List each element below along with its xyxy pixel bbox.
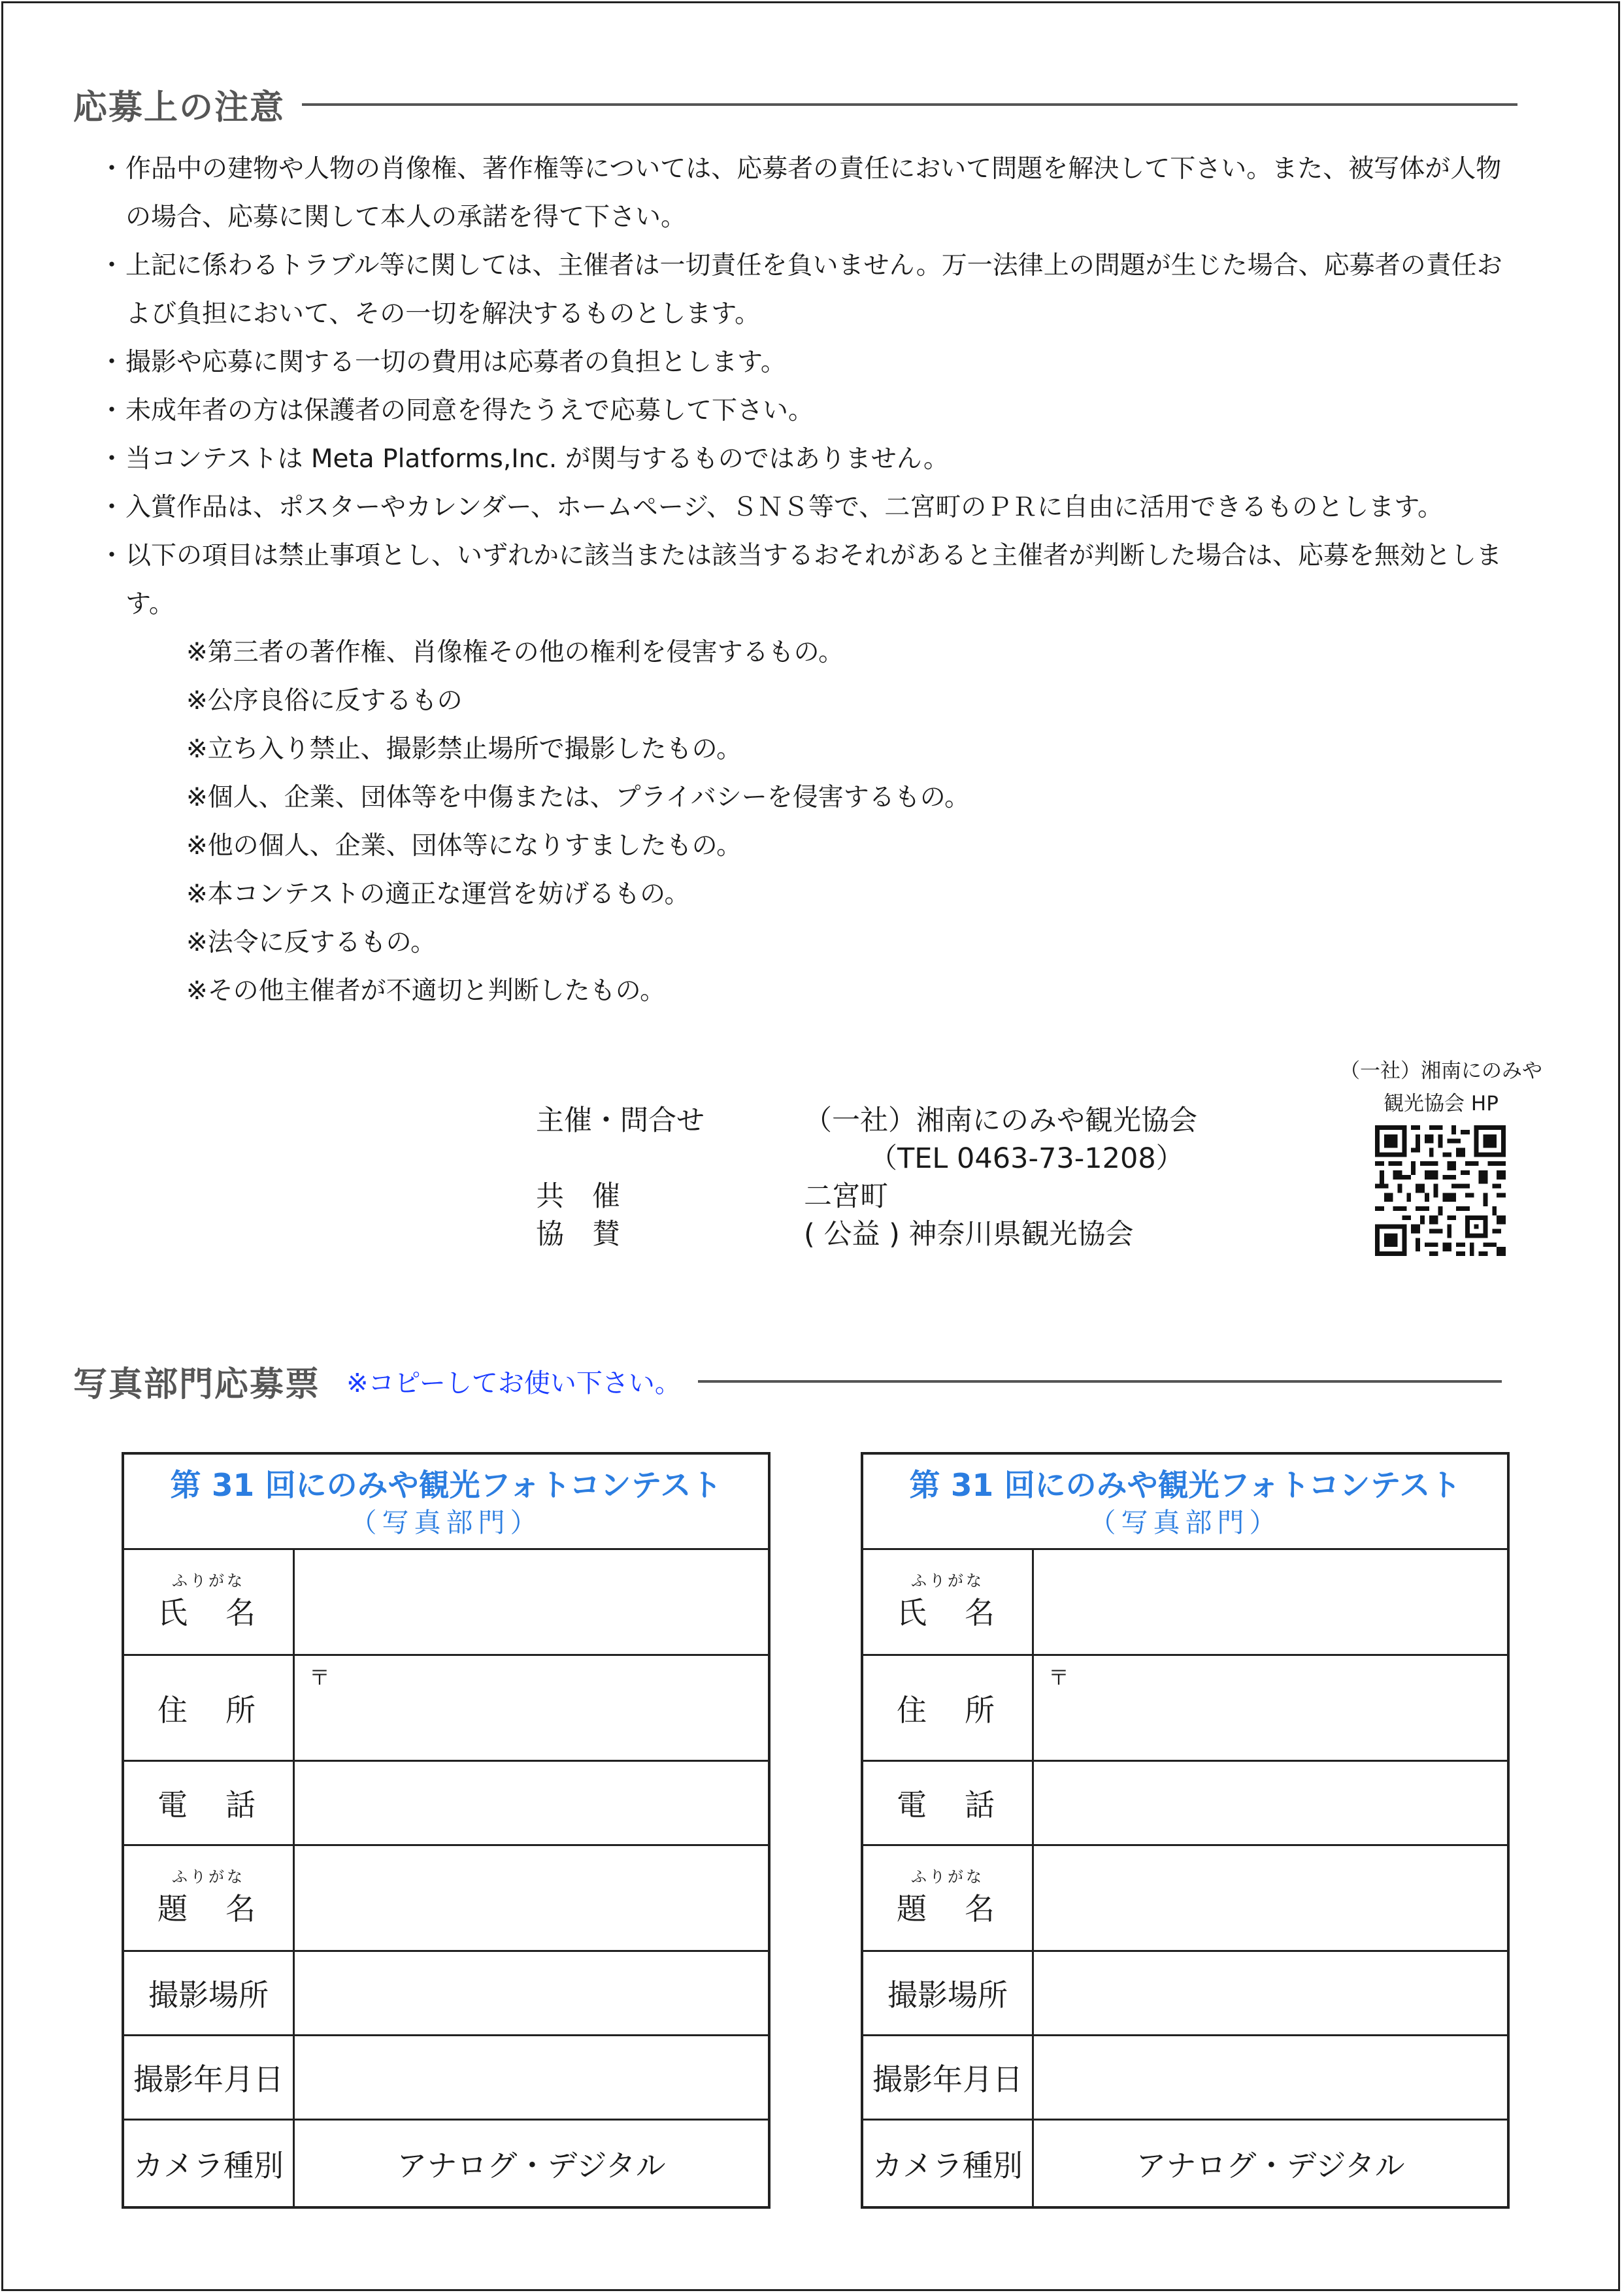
precaution-item — [98, 338, 1523, 387]
cohost-label: 共 催 — [536, 1180, 620, 1213]
support-row — [536, 1215, 1197, 1253]
tel-row — [536, 1140, 1197, 1178]
work-title-label — [124, 1846, 295, 1950]
camera-type-option[interactable]: アナログ・デジタル — [397, 2147, 666, 2183]
form-title: 第 31 回にのみや観光フォトコンテスト — [170, 1468, 722, 1504]
bullet-mark: ・ — [99, 396, 125, 425]
location-row — [863, 1952, 1507, 2036]
camera-type-option[interactable]: アナログ・デジタル — [1136, 2147, 1405, 2183]
phone-row — [863, 1762, 1507, 1846]
camera-row — [863, 2121, 1507, 2206]
organizer-tel: （TEL 0463-73-1208） — [869, 1142, 1184, 1175]
prohibited-item: ※本コンテストの適正な運営を妨げるもの。 — [186, 880, 690, 909]
furigana-label: ふりがな — [911, 1867, 984, 1886]
phone-label-text: 電 話 — [897, 1787, 999, 1823]
precaution-text: 撮影や応募に関する一切の費用は応募者の負担とします。 — [125, 348, 786, 377]
camera-label-text: カメラ種別 — [133, 2147, 284, 2183]
work-title-label-text: 題 名 — [897, 1890, 999, 1926]
precaution-item — [98, 435, 1523, 484]
cohost-row — [536, 1178, 1197, 1215]
location-field[interactable] — [295, 1952, 768, 2034]
prohibited-item: ※公序良俗に反するもの — [186, 686, 463, 716]
precaution-item — [98, 484, 1523, 532]
postal-mark: 〒 — [1048, 1665, 1070, 1690]
phone-label — [863, 1762, 1034, 1844]
entry-form-right — [861, 1452, 1510, 2209]
phone-label-text: 電 話 — [157, 1787, 259, 1823]
precaution-text: 当コンテストは Meta Platforms,Inc. が関与するものではありません。 — [125, 444, 950, 474]
camera-row — [124, 2121, 768, 2206]
prohibited-item: ※第三者の著作権、肖像権その他の権利を侵害するもの。 — [186, 638, 844, 667]
phone-field[interactable] — [295, 1762, 768, 1844]
location-label-text: 撮影場所 — [887, 1977, 1008, 2013]
location-field[interactable] — [1034, 1952, 1507, 2034]
bullet-mark: ・ — [99, 348, 125, 377]
qr-caption-line2: 観光協会 HP — [1384, 1092, 1499, 1115]
date-field[interactable] — [295, 2036, 768, 2119]
heading-rule — [698, 1380, 1502, 1383]
prohibited-item: ※個人、企業、団体等を中傷または、プライバシーを侵害するもの。 — [186, 783, 970, 812]
address-field[interactable] — [1034, 1656, 1507, 1760]
organizer-row — [536, 1102, 1197, 1140]
date-label-text: 撮影年月日 — [872, 2062, 1023, 2097]
furigana-label: ふりがな — [172, 1571, 245, 1590]
date-row — [863, 2036, 1507, 2121]
name-label — [863, 1550, 1034, 1654]
qr-code-icon[interactable] — [1375, 1125, 1506, 1256]
precaution-text: 入賞作品は、ポスターやカレンダー、ホームページ、ＳＮＳ等で、二宮町のＰＲに自由に活用できるものとします。 — [125, 493, 1444, 522]
form-title-block — [863, 1455, 1507, 1550]
address-label-text: 住 所 — [897, 1692, 999, 1728]
camera-label — [124, 2121, 295, 2206]
location-row — [124, 1952, 768, 2036]
postal-mark: 〒 — [309, 1665, 331, 1690]
location-label — [863, 1952, 1034, 2034]
name-row — [124, 1550, 768, 1656]
qr-caption-line1: （一社）湘南にのみや — [1340, 1059, 1542, 1083]
support-label: 協 賛 — [536, 1218, 620, 1251]
form-title-block — [124, 1455, 768, 1550]
camera-label — [863, 2121, 1034, 2206]
name-label-text: 氏 名 — [157, 1594, 259, 1630]
bullet-mark: ・ — [99, 251, 125, 280]
address-label-text: 住 所 — [157, 1692, 259, 1728]
name-label — [124, 1550, 295, 1654]
bullet-mark: ・ — [99, 493, 125, 522]
precaution-item — [98, 532, 1523, 629]
work-title-field[interactable] — [295, 1846, 768, 1950]
precautions-header — [73, 80, 1517, 129]
name-label-text: 氏 名 — [897, 1594, 999, 1630]
address-row — [124, 1656, 768, 1762]
address-label — [124, 1656, 295, 1760]
support-value: ( 公益 ) 神奈川県観光協会 — [804, 1218, 1134, 1251]
work-title-label-text: 題 名 — [157, 1890, 259, 1926]
precaution-text: 上記に係わるトラブル等に関しては、主催者は一切責任を負いません。万一法律上の問題が生じた場合、応募者の責任および負担において、その一切を解決するものとします。 — [125, 251, 1502, 329]
qr-caption — [1320, 1055, 1562, 1120]
precaution-text: 未成年者の方は保護者の同意を得たうえで応募して下さい。 — [125, 396, 814, 425]
prohibited-item: ※立ち入り禁止、撮影禁止場所で撮影したもの。 — [186, 735, 742, 764]
phone-row — [124, 1762, 768, 1846]
cohost-value: 二宮町 — [804, 1180, 888, 1213]
heading-rule — [302, 103, 1517, 106]
bullet-mark: ・ — [99, 154, 125, 184]
bullet-mark: ・ — [99, 541, 125, 570]
entry-header — [73, 1357, 1502, 1406]
organizer-label: 主催・問合せ — [536, 1104, 704, 1137]
date-field[interactable] — [1034, 2036, 1507, 2119]
organizer-value: （一社）湘南にのみや観光協会 — [804, 1104, 1197, 1137]
address-field[interactable] — [295, 1656, 768, 1760]
form-title: 第 31 回にのみや観光フォトコンテスト — [909, 1468, 1461, 1504]
entry-form-left — [122, 1452, 771, 2209]
precaution-item — [98, 242, 1523, 338]
prohibited-item: ※法令に反するもの。 — [186, 928, 437, 957]
date-label — [124, 2036, 295, 2119]
date-row — [124, 2036, 768, 2121]
precaution-text: 作品中の建物や人物の肖像権、著作権等については、応募者の責任において問題を解決して下さい。また、被写体が人物の場合、応募に関して本人の承諾を得て下さい。 — [125, 154, 1502, 232]
form-subtitle: （写真部門） — [1089, 1507, 1282, 1538]
precaution-text: 以下の項目は禁止事項とし、いずれかに該当または該当するおそれがあると主催者が判断した場合は、応募を無効とします。 — [125, 541, 1502, 619]
prohibited-item: ※その他主催者が不適切と判断したもの。 — [186, 976, 666, 1006]
name-field[interactable] — [295, 1550, 768, 1654]
entry-heading: 写真部門応募票 — [73, 1365, 321, 1404]
name-field[interactable] — [1034, 1550, 1507, 1654]
phone-label — [124, 1762, 295, 1844]
work-title-label — [863, 1846, 1034, 1950]
furigana-label: ふりがな — [911, 1571, 984, 1590]
precautions-list — [98, 145, 1523, 1015]
furigana-label: ふりがな — [172, 1867, 245, 1886]
location-label — [124, 1952, 295, 2034]
camera-label-text: カメラ種別 — [872, 2147, 1023, 2183]
name-row — [863, 1550, 1507, 1656]
sponsor-block — [536, 1102, 1197, 1253]
form-subtitle: （写真部門） — [350, 1507, 542, 1538]
title-row — [124, 1846, 768, 1952]
phone-field[interactable] — [1034, 1762, 1507, 1844]
address-label — [863, 1656, 1034, 1760]
title-row — [863, 1846, 1507, 1952]
precaution-item — [98, 387, 1523, 435]
precautions-heading: 応募上の注意 — [73, 88, 286, 127]
location-label-text: 撮影場所 — [148, 1977, 269, 2013]
date-label — [863, 2036, 1034, 2119]
precaution-item — [98, 145, 1523, 242]
date-label-text: 撮影年月日 — [133, 2062, 284, 2097]
copy-note: ※コピーしてお使い下さい。 — [346, 1368, 681, 1398]
prohibited-item: ※他の個人、企業、団体等になりすましたもの。 — [186, 831, 742, 861]
bullet-mark: ・ — [99, 444, 125, 474]
work-title-field[interactable] — [1034, 1846, 1507, 1950]
address-row — [863, 1656, 1507, 1762]
